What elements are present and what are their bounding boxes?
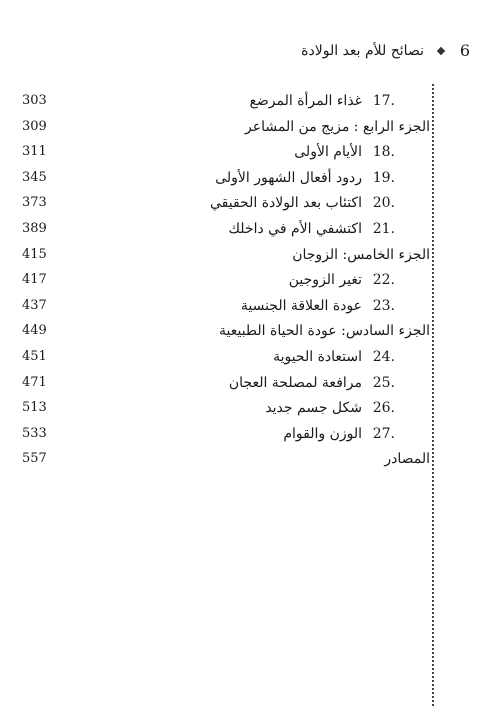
running-title: نصائح للأم بعد الولادة bbox=[301, 43, 424, 59]
toc-page-number: 437 bbox=[22, 297, 47, 313]
toc-part-row bbox=[0, 447, 500, 473]
toc-chapter-row bbox=[0, 268, 500, 294]
toc-chapter-title: عودة العلاقة الجنسية bbox=[240, 297, 362, 314]
table-of-contents bbox=[0, 89, 500, 473]
toc-page-number: 373 bbox=[22, 195, 47, 211]
toc-part-title: الجزء الخامس: الزوجان bbox=[292, 246, 430, 263]
toc-page-number: 389 bbox=[22, 220, 47, 236]
toc-page-number: 417 bbox=[22, 272, 47, 288]
toc-page-number: 311 bbox=[22, 144, 47, 160]
toc-chapter-title: الوزن والقوام bbox=[283, 425, 362, 442]
toc-page-number: 471 bbox=[22, 374, 47, 390]
toc-chapter-row bbox=[0, 166, 500, 192]
toc-chapter-row bbox=[0, 191, 500, 217]
toc-chapter-title: الأيام الأولى bbox=[294, 144, 362, 161]
diamond-bullet-icon bbox=[437, 47, 445, 55]
toc-chapter-number: 27. bbox=[372, 425, 395, 442]
toc-part-title: الجزء السادس: عودة الحياة الطبيعية bbox=[219, 323, 430, 340]
toc-chapter-title: مرافعة لمصلحة العجان bbox=[228, 374, 362, 391]
toc-page-number: 309 bbox=[22, 118, 47, 134]
toc-chapter-number: 17. bbox=[372, 93, 395, 109]
toc-chapter-row bbox=[0, 294, 500, 320]
toc-part-row bbox=[0, 243, 500, 269]
toc-chapter-title: استعادة الحيوية bbox=[273, 348, 362, 365]
toc-chapter-number: 24. bbox=[372, 348, 395, 365]
toc-chapter-title: ردود أفعال الشهور الأولى bbox=[215, 169, 362, 186]
toc-part-title: الجزء الرابع : مزيج من المشاعر bbox=[245, 118, 430, 135]
toc-chapter-title: تغير الزوجين bbox=[288, 272, 362, 289]
toc-chapter-number: 25. bbox=[372, 374, 395, 391]
toc-chapter-number: 19. bbox=[372, 169, 395, 186]
toc-chapter-title: غذاء المرأة المرضع bbox=[249, 93, 362, 109]
toc-part-row bbox=[0, 319, 500, 345]
toc-chapter-row bbox=[0, 396, 500, 422]
toc-page-number: 303 bbox=[22, 93, 47, 108]
page-header bbox=[0, 40, 500, 64]
toc-chapter-number: 21. bbox=[372, 220, 395, 237]
toc-page-number: 449 bbox=[22, 323, 47, 339]
toc-page-number: 533 bbox=[22, 425, 47, 441]
toc-chapter-row bbox=[0, 345, 500, 371]
toc-page-number: 513 bbox=[22, 400, 47, 416]
toc-part-row bbox=[0, 115, 500, 141]
toc-chapter-number: 23. bbox=[372, 297, 395, 314]
page-number: 6 bbox=[459, 41, 470, 60]
toc-chapter-title: اكتشفي الأم في داخلك bbox=[228, 220, 362, 237]
toc-chapter-row bbox=[0, 89, 500, 115]
toc-chapter-title: شكل جسم جديد bbox=[265, 400, 362, 417]
toc-page-number: 415 bbox=[22, 246, 47, 262]
toc-chapter-number: 26. bbox=[372, 400, 395, 417]
toc-chapter-number: 22. bbox=[372, 272, 395, 289]
toc-chapter-row bbox=[0, 422, 500, 448]
toc-page-number: 345 bbox=[22, 169, 47, 185]
toc-chapter-number: 18. bbox=[372, 144, 395, 161]
toc-page-number: 451 bbox=[22, 348, 47, 364]
toc-chapter-title: اكتئاب بعد الولادة الحقيقي bbox=[210, 195, 362, 212]
toc-part-title: المصادر bbox=[384, 451, 430, 468]
toc-chapter-row bbox=[0, 140, 500, 166]
toc-chapter-number: 20. bbox=[372, 195, 395, 212]
toc-chapter-row bbox=[0, 371, 500, 397]
toc-page-number: 557 bbox=[22, 451, 47, 467]
toc-chapter-row bbox=[0, 217, 500, 243]
